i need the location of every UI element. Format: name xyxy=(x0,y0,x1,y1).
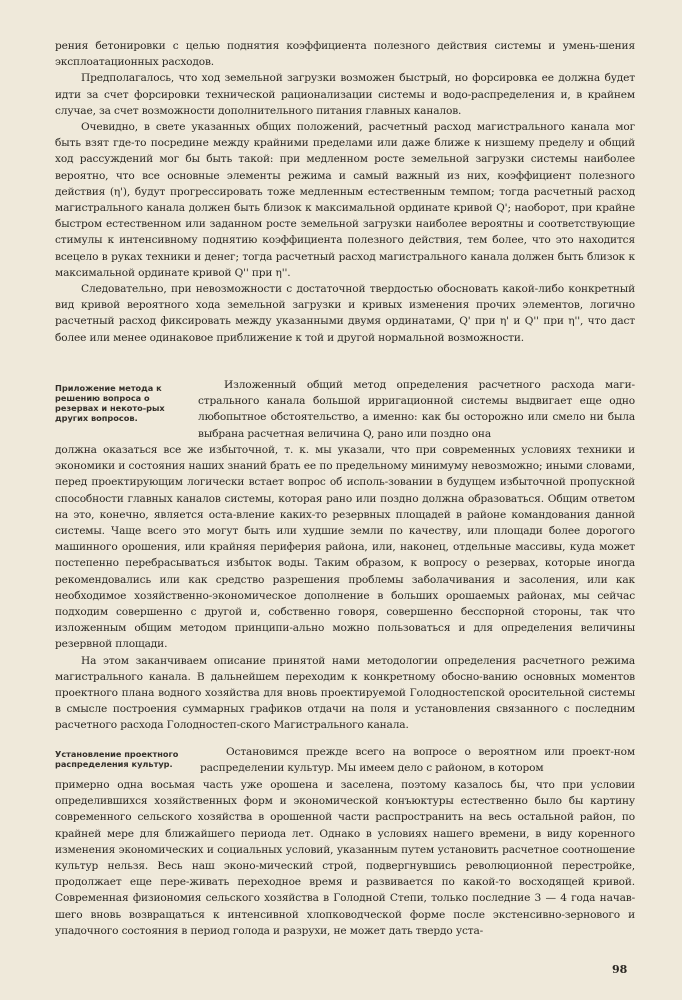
paragraph-2: Предполагалось, что ход земельной загрузки возможен быстрый, но форсировка ее должна будет идти за счет форсировки технической рационализации системы и водо-распределения и, в крайнем случае, за счет возможности дополнительного питания главных каналов. xyxy=(55,72,635,117)
section-1-lead: Изложенный общий метод определения расчетного расхода маги-стрального канала большой ирригационной системы выдвигает еще одно любопытное обстоятельство, а именно: как бы осторожно или смело ни была выбрана расчетная величина Q, рано или поздно она xyxy=(198,379,635,440)
paragraph-4: Следовательно, при невозможности с достаточной твердостью обосновать какой-либо конкретный вид кривой вероятного хода земельной загрузки и кривых изменения прочих элементов, логично расчетный расход фиксировать между указанными двумя ординатами, Q' при η' и Q'' при η'', что даст более или менее одинаковое приближение к той и другой нормальной возможности. xyxy=(55,283,635,344)
paragraph-3: Очевидно, в свете указанных общих положений, расчетный расход магистрального канала мог быть взят где-то посредине между крайними пределами или даже ближе к низшему пределу и общий ход рассуждений мог бы быть такой: при медленном росте земельной загрузки системы наиболее вероятно, что все основные элементы режима и самый важный из них, коэффициент полезного действия (η'), будут прогрессировать тоже медленным естественным темпом; тогда расчетный расход магистрального канала должен быть близок к максимальной ординате кривой Q'; наоборот, при крайне быстром естественном или заданном росте земельной загрузки наиболее вероятны и соответствующие стимулы к интенсивному поднятию коэффициента полезного действия, тем более, что это находится всецело в руках техники и денег; тогда расчетный расход магистрального канала должен быть близок к максимальной ординате кривой Q'' при η''. xyxy=(55,121,635,279)
section-1-continuation: должна оказаться все же избыточной, т. к. мы указали, что при современных условиях техники и экономики и состояния наших знаний брать ее по предельному минимуму невозможно; иными словами, перед проектирующим логически встает вопрос об исполь-зовании в будущем избыточной пропускной способности главных каналов системы, которая рано или поздно должна образоваться. Общим ответом на это, конечно, является оста-вление каких-то резервных площадей в районе командования данной системы. Чаще всего это могут быть или худшие земли по качеству, или площади более дорогого машинного орошения, или крайняя периферия района, или, наконец, отдельные массивы, куда может постепенно перебрасываться избыток воды. Таким образом, к вопросу о резервах, которые иногда рекомендовались или как средство разрешения проблемы заболачивания и засоления, или как необходимое хозяйственно-экономическое дополнение в больших орошаемых районах, мы сейчас подходим совершенно с другой и, собственно говоря, совершенно бесспорной стороны, так что изложенным общим методом принципи-ально можно пользоваться и для определения величины резервной площади. xyxy=(55,444,635,651)
margin-note-reserves: Приложение метода к решению вопроса о резервах и некото-рых других вопросов. xyxy=(55,383,165,423)
page-number: 98 xyxy=(612,963,628,976)
section-1-body xyxy=(55,442,635,734)
paragraph-1: рения бетонировки с целью поднятия коэффициента полезного действия системы и умень-шения эксплоатационных расходов. xyxy=(55,40,635,69)
section-2-continuation: примерно одна восьмая часть уже орошена и заселена, поэтому казалось бы, что при условии определившихся хозяйственных форм и экономической конъюктуры естественно было бы картину современного сельского хозяйства в орошенной части распространить на весь остальной район, по крайней мере для ближайшего периода лет. Однако в условиях нашего времени, в виду коренного изменения экономических и социальных условий, указанным путем установить расчетное соотношение культур нельзя. Весь наш эконо-мический строй, подвергнувшись революционной перестройке, продолжает еще пере-живать переходное время и развивается по какой-то восходящей кривой. Современная физиономия сельского хозяйства в Голодной Степи, только последние 3 — 4 года начав-шего вновь возвращаться к интенсивной хлопководческой форме после экстенсивно-зернового и упадочного состояния в период голода и разрухи, не может дать твердо уста- xyxy=(55,779,635,937)
section-2-lead: Остановимся прежде всего на вопросе о вероятном или проект-ном распределении культур. Мы имеем дело с районом, в котором xyxy=(200,746,635,775)
section-1-closing: На этом заканчиваем описание принятой нами методологии определения расчетного режима магистрального канала. В дальнейшем переходим к конкретному обосно-ванию основных моментов проектного плана водного хозяйства для вновь проектируемой Голодностепской оросительной системы в смысле построения суммарных графиков отдачи на поля и установления связанного с последним расчетного расхода Голодностеп-ского Магистрального канала. xyxy=(55,654,635,732)
intro-text-block xyxy=(55,38,635,346)
margin-note-crops: Установление проектного распределения культур. xyxy=(55,749,179,769)
section-2-body xyxy=(55,777,635,939)
